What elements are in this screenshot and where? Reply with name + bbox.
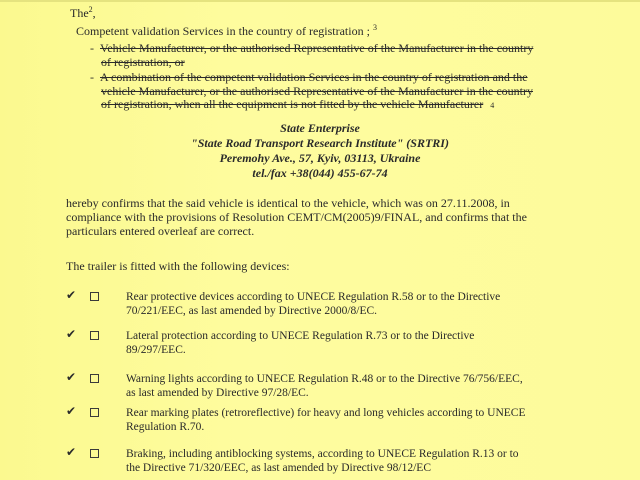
page-edge	[0, 0, 640, 2]
checkbox-icon[interactable]	[90, 374, 99, 383]
device-text: Lateral protection according to UNECE Regulation R.73 or to the Directive 89/297/EEC.	[126, 330, 475, 356]
option-2: - A combination of the competent validation Services in the country of registration and the	[90, 70, 528, 84]
device-text: Rear marking plates (retroreflective) for heavy and long vehicles according to UNECE Regulation R.70.	[126, 407, 526, 433]
check-mark-icon: ✔	[66, 288, 77, 302]
enterprise-line1: State Enterprise	[280, 121, 360, 135]
option-2-line1: A combination of the competent validation Services in the country of registration and the	[100, 70, 528, 84]
option-1-line2: of registration, or	[101, 55, 185, 69]
validation-line	[76, 24, 377, 38]
device-text: Rear protective devices according to UNECE Regulation R.58 or to the Directive 70/221/EEC, as last amended by Directive 2000/8/EC.	[126, 291, 501, 317]
checkbox-icon[interactable]	[90, 331, 99, 340]
device-text: Braking, including antiblocking systems, according to UNECE Regulation R.13 or to the Directive 71/320/EEC, as last amended by Directive 98/12/EC	[126, 448, 519, 474]
option-1-cont	[101, 55, 185, 69]
checkbox-icon[interactable]	[90, 292, 99, 301]
check-mark-icon: ✔	[66, 404, 77, 418]
footnote-2: 2	[88, 5, 93, 14]
check-mark-icon: ✔	[66, 445, 77, 459]
checkbox-icon[interactable]	[90, 449, 99, 458]
option-2-cont2	[101, 97, 494, 113]
option-1-line1: Vehicle Manufacturer, or the authorised Representative of the Manufacturer in the country	[100, 41, 534, 55]
enterprise-line3: Peremohy Ave., 57, Kyiv, 03113, Ukraine	[219, 151, 421, 165]
the-label: The	[70, 6, 89, 20]
option-2-line3: of registration, when all the equipment is not fitted by the vehicle Manufacturer	[101, 97, 484, 111]
confirmation-line1: hereby confirms that the said vehicle is identical to the vehicle, which was on 27.11.2008, in	[66, 196, 510, 210]
checkbox-icon[interactable]	[90, 408, 99, 417]
enterprise-block	[191, 121, 449, 181]
option-2-line2: vehicle Manufacturer, or the authorised Representative of the Manufacturer in the country	[101, 84, 534, 98]
device-text: Warning lights according to UNECE Regulation R.48 or to the Directive 76/756/EEC, as last amended by Directive 97/28/EC.	[126, 373, 523, 399]
confirmation-paragraph	[66, 196, 566, 238]
confirmation-line2: compliance with the provisions of Resolution CEMT/CM(2005)9/FINAL, and confirms that the	[66, 210, 527, 224]
check-mark-icon: ✔	[66, 327, 77, 341]
trailer-intro: The trailer is fitted with the following devices:	[66, 259, 290, 273]
confirmation-line3: particulars entered overleaf are correct.	[66, 224, 255, 238]
footnote-4: 4	[490, 101, 495, 110]
footnote-3: 3	[372, 23, 377, 32]
check-mark-icon: ✔	[66, 370, 77, 384]
enterprise-line4: tel./fax +38(044) 455-67-74	[252, 166, 388, 180]
the-line: The$^2$,	[70, 5, 96, 20]
option-1: - Vehicle Manufacturer, or the authorised Representative of the Manufacturer in the country	[90, 41, 534, 55]
enterprise-line2: "State Road Transport Research Institute" (SRTRI)	[191, 136, 449, 150]
validation-text: Competent validation Services in the country of registration ;	[76, 24, 370, 38]
option-2-cont1	[101, 84, 533, 98]
